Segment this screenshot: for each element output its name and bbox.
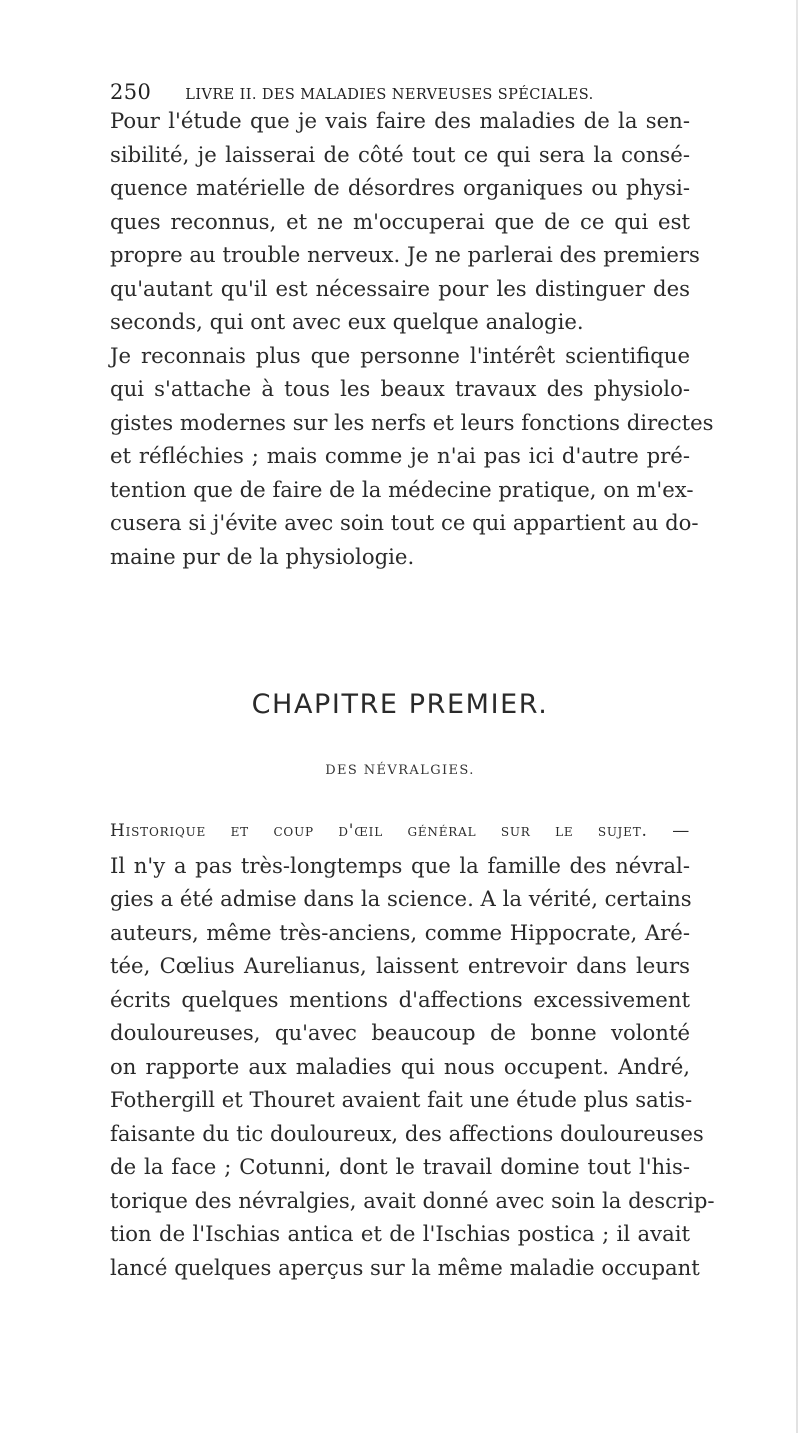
text-line: Fothergill et Thouret avaient fait une étude plus satis- <box>110 1087 693 1112</box>
chapter-title: CHAPITRE PREMIER. <box>251 689 549 720</box>
text-line: et réfléchies ; mais comme je n'ai pas ici d'autre pré- <box>110 443 690 468</box>
text-line: douloureuses, qu'avec beaucoup de bonne volonté <box>110 1020 690 1045</box>
text-line: seconds, qui ont avec eux quelque analogie. <box>110 309 584 334</box>
text-line: écrits quelques mentions d'affections excessivement <box>110 986 690 1012</box>
running-title: LIVRE II. DES MALADIES NERVEUSES SPÉCIALES. <box>185 87 594 103</box>
chapter-subtitle: DES NÉVRALGIES. <box>325 763 475 778</box>
text-line: gies a été admise dans la science. A la vérité, certains <box>110 886 692 911</box>
text-line: maine pur de la physiologie. <box>110 543 415 569</box>
text-line: tention que de faire de la médecine pratique, on m'ex- <box>110 476 694 502</box>
page-number: 250 <box>110 80 152 104</box>
text-line: qu'autant qu'il est nécessaire pour les distinguer des <box>110 275 690 301</box>
text-line: auteurs, même très-anciens, comme Hippocrate, Aré- <box>110 919 690 945</box>
page-edge <box>796 0 798 1433</box>
intro-paragraphs <box>110 104 714 573</box>
text-line: quence matérielle de désordres organiques ou physi- <box>110 175 690 200</box>
text-line: faisante du tic douloureux, des affections douloureuses <box>110 1120 704 1146</box>
text-line: qui s'attache à tous les beaux travaux des physiolo- <box>110 376 690 401</box>
text-line: tée, Cœlius Aurelianus, laissent entrevoir dans leurs <box>110 953 690 978</box>
text-line: gistes modernes sur les nerfs et leurs fonctions directes <box>110 409 714 435</box>
section-heading: Historique et coup d'œil général sur le sujet. — <box>110 821 690 841</box>
text-line: tion de l'Ischias antica et de l'Ischias postica ; il avait <box>110 1221 690 1246</box>
section-body <box>110 815 715 1284</box>
text-line: propre au trouble nerveux. Je ne parlerai des premiers <box>110 242 700 267</box>
text-line: lancé quelques aperçus sur la même maladie occupant <box>110 1254 700 1280</box>
text-line: Pour l'étude que je vais faire des maladies de la sen- <box>110 108 690 133</box>
running-head <box>110 80 690 104</box>
text-line: de la face ; Cotunni, dont le travail domine tout l'his- <box>110 1154 690 1179</box>
text-line: torique des névralgies, avait donné avec soin la descrip- <box>110 1187 715 1213</box>
text-line: on rapporte aux maladies qui nous occupent. André, <box>110 1053 690 1079</box>
text-line: sibilité, je laisserai de côté tout ce qui sera la consé- <box>110 141 690 167</box>
text-line: cusera si j'évite avec soin tout ce qui appartient au do- <box>110 510 699 535</box>
text-line: ques reconnus, et ne m'occuperai que de ce qui est <box>110 208 690 234</box>
text-line: Il n'y a pas très-longtemps que la famille des névral- <box>110 852 690 878</box>
text-line: Je reconnais plus que personne l'intérêt scientifique <box>110 342 690 368</box>
